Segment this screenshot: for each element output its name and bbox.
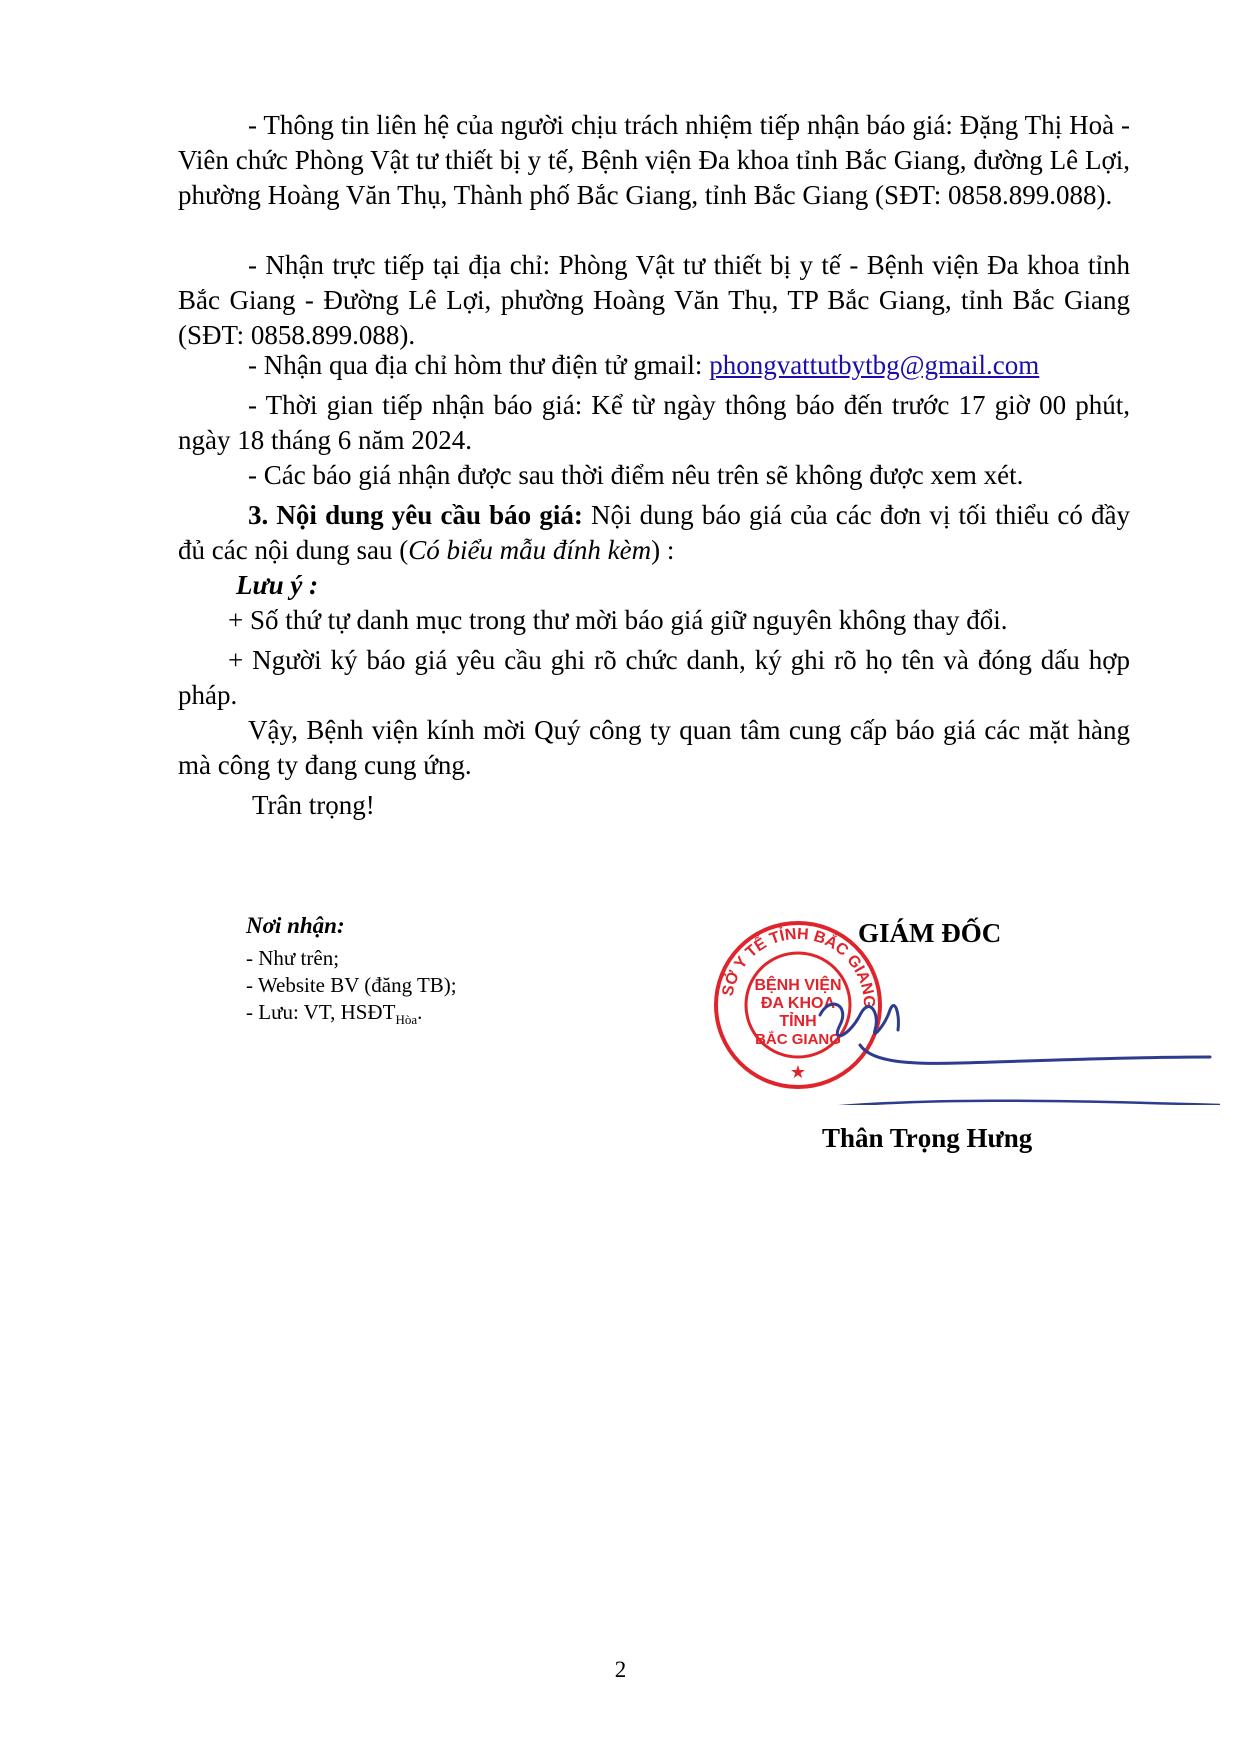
- section3-paragraph: [178, 498, 1130, 568]
- regards: Trân trọng!: [252, 790, 375, 820]
- signer-name: Thân Trọng Hưng: [822, 1123, 1033, 1153]
- contact-paragraph: - Thông tin liên hệ của người chịu trách nhiệm tiếp nhận báo giá: Đặng Thị Hoà - Viên chức Phòng Vật tư thiết bị y tế, Bệnh viện Đa khoa tỉnh Bắc Giang, đường Lê Lợi, phường Hoàng Văn Thụ, Thành phố Bắc Giang, tỉnh Bắc Giang (SĐT: 0858.899.088).: [178, 110, 1130, 210]
- recipient-item: - Website BV (đăng TB);: [246, 973, 457, 997]
- email-link[interactable]: phongvattutbytbg@gmail.com: [709, 350, 1040, 380]
- recipient-item: - Lưu: VT, $HSĐT_{Hòa}$.: [246, 1000, 423, 1028]
- svg-text:TỈNH: TỈNH: [779, 1013, 817, 1030]
- time-paragraph: - Thời gian tiếp nhận báo giá: Kể từ ngày thông báo đến trước 17 giờ 00 phút, ngày 18 tháng 6 năm 2024.: [178, 390, 1130, 455]
- direct-paragraph: - Nhận trực tiếp tại địa chỉ: Phòng Vật tư thiết bị y tế - Bệnh viện Đa khoa tỉnh Bắc Giang - Đường Lê Lợi, phường Hoàng Văn Thụ, TP Bắc Giang, tỉnh Bắc Giang (SĐT: 0858.899.088).: [178, 250, 1130, 350]
- handwritten-signature: [760, 985, 1220, 1105]
- email-prefix: - Nhận qua địa chỉ hòm thư điện tử gmail:: [248, 350, 710, 380]
- recipients-title: Nơi nhận:: [246, 913, 345, 938]
- svg-text:BẮC GIANG: BẮC GIANG: [755, 1031, 841, 1048]
- page-number: 2: [614, 1657, 627, 1682]
- closing-paragraph: Vậy, Bệnh viện kính mời Quý công ty quan tâm cung cấp báo giá các mặt hàng mà công ty đang cung ứng.: [178, 715, 1130, 780]
- section3-end: ) :: [651, 535, 675, 565]
- late-paragraph: - Các báo giá nhận được sau thời điểm nêu trên sẽ không được xem xét.: [248, 460, 1024, 490]
- section3-text: Nội dung báo giá của các đơn vị tối thiểu có đầy đủ các nội dung sau (: [178, 500, 1130, 565]
- svg-text:★: ★: [789, 1062, 807, 1083]
- director-title: GIÁM ĐỐC: [858, 918, 1002, 948]
- note-1: + Số thứ tự danh mục trong thư mời báo giá giữ nguyên không thay đổi.: [228, 605, 1008, 635]
- recipients-block: [246, 912, 457, 1033]
- svg-text:SỞ Y TẾ TỈNH BẮC GIANG: SỞ Y TẾ TỈNH BẮC GIANG: [719, 925, 878, 1009]
- email-paragraph: [178, 348, 1130, 383]
- note-2: + Người ký báo giá yêu cầu ghi rõ chức danh, ký ghi rõ họ tên và đóng dấu hợp pháp.: [178, 645, 1130, 710]
- section3-italic: Có biểu mẫu đính kèm: [408, 535, 652, 565]
- note-title: Lưu ý :: [236, 570, 319, 600]
- svg-text:ĐA KHOA: ĐA KHOA: [760, 995, 836, 1012]
- recipient-item: - Như trên;: [246, 946, 340, 970]
- section3-title: 3. Nội dung yêu cầu báo giá:: [248, 500, 583, 530]
- svg-text:BỆNH VIỆN: BỆNH VIỆN: [754, 977, 842, 994]
